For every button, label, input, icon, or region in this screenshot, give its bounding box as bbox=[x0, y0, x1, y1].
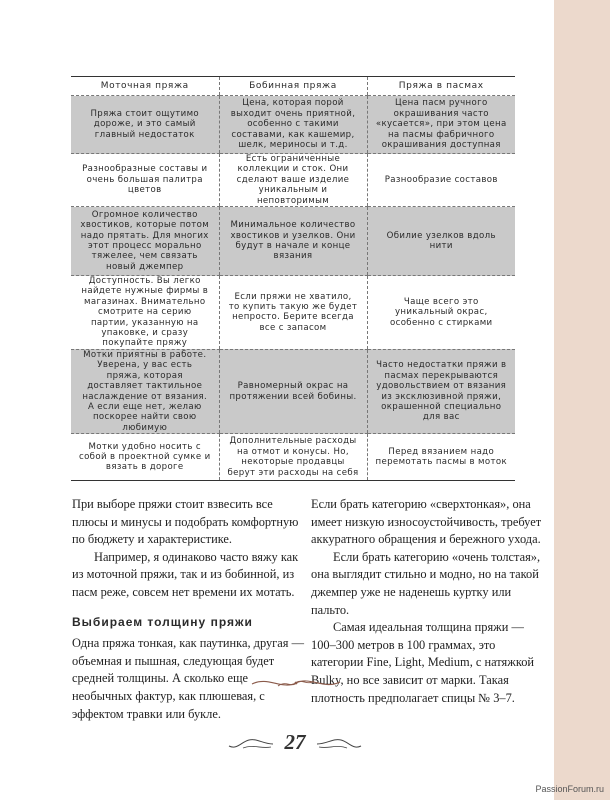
table-cell: Перед вязанием надо перемотать пасмы в моток bbox=[367, 434, 515, 481]
right-flourish-icon bbox=[315, 728, 365, 758]
table-cell: Цена пасм ручного окрашивания часто «кусается», при этом цена на пасмы фабричного окрашивания доступная bbox=[367, 96, 515, 154]
table-row bbox=[71, 434, 515, 481]
header-cone-yarn: Бобинная пряжа bbox=[219, 77, 367, 96]
paragraph: Самая идеальная толщина пряжи — 100–300 метров в 100 граммах, это категории Fine, Light, Medium, с натяжкой Bulky, но все зависит от марки. Такая плотность предполагает спицы № 3–7. bbox=[311, 620, 535, 705]
header-skein-yarn: Моточная пряжа bbox=[71, 77, 219, 96]
table-header-row bbox=[71, 77, 515, 96]
table-row bbox=[71, 276, 515, 350]
table-row bbox=[71, 96, 515, 154]
paragraph: При выборе пряжи стоит взвесить все плюсы и минусы и подобрать комфортную по бюджету и характеристике. bbox=[72, 497, 299, 547]
right-text-column bbox=[311, 496, 549, 707]
table-cell: Мотки удобно носить с собой в проектной сумке и вязать в дороге bbox=[79, 441, 211, 473]
table-cell: Огромное количество хвостиков, которые потом надо прятать. Для многих этот процесс морально тяжелее, чем связать новый джемпер bbox=[71, 207, 219, 276]
table-cell: Мотки приятны в работе. Уверена, у вас есть пряжа, которая доставляет тактильное наслаждение от вязания. А если еще нет, желаю поскорее найти свою любимую bbox=[71, 349, 219, 433]
table-cell: Есть ограниченные коллекции и сток. Они сделают ваше изделие уникальным и неповторимым bbox=[219, 154, 367, 207]
page-number: 27 bbox=[284, 730, 306, 754]
header-hank-yarn: Пряжа в пасмах bbox=[367, 77, 515, 96]
table-cell: Пряжа стоит ощутимо дороже, и это самый главный недостаток bbox=[71, 96, 219, 154]
site-watermark: PassionForum.ru bbox=[535, 784, 604, 794]
table-cell: Цена, которая порой выходит очень приятной, особенно с такими составами, как кашемир, шелк, мериносы и т.д. bbox=[219, 96, 367, 154]
section-heading: Выбираем толщину пряжи bbox=[72, 614, 253, 629]
page-edge-strip bbox=[554, 0, 610, 800]
table-cell: Доступность. Вы легко найдете нужные фирмы в магазинах. Внимательно смотрите на серию партии, указанную на упаковке, и сразу покупайте пряжу bbox=[71, 276, 219, 350]
paragraph: Если брать категорию «очень толстая», она выглядит стильно и модно, но на такой джемпер уже не наденешь куртку или пальто. bbox=[311, 549, 541, 617]
table-cell: Часто недостатки пряжи в пасмах перекрываются удовольствием от вязания из эксклюзивной пряжи, окрашенной специально для вас bbox=[367, 349, 515, 433]
table-row bbox=[71, 349, 515, 433]
table-row bbox=[71, 207, 515, 276]
table-cell: Разнообразие составов bbox=[367, 154, 515, 207]
paragraph: Например, я одинаково часто вяжу как из моточной пряжи, так и из бобинной, из пасм реже, совсем нет времени их мотать. bbox=[72, 549, 299, 599]
paragraph: Если брать категорию «сверхтонкая», она имеет низкую износоустойчивость, требует аккуратного обращения и бережного ухода. bbox=[311, 497, 542, 547]
table-cell: Чаще всего это уникальный окрас, особенно с стирками bbox=[367, 276, 515, 350]
yarn-comparison-table bbox=[71, 76, 515, 481]
paragraph: Одна пряжа тонкая, как паутинка, другая — объемная и пышная, следующая будет средней толщины. А сколько еще необычных фактур, как плюшевая, с эффектом травки или букле. bbox=[72, 636, 304, 721]
page-footer bbox=[225, 728, 365, 758]
table-cell: Разнообразные составы и очень большая палитра цветов bbox=[71, 154, 219, 207]
table-cell: Равномерный окрас на протяжении всей бобины. bbox=[219, 349, 367, 433]
table-row bbox=[71, 154, 515, 207]
table-cell: Дополнительные расходы на отмот и конусы. Но, некоторые продавцы берут эти расходы на себя bbox=[219, 434, 367, 481]
table-cell: Если пряжи не хватило, то купить такую же будет непросто. Берите всегда все с запасом bbox=[219, 276, 367, 350]
table-cell: Обилие узелков вдоль нити bbox=[367, 207, 515, 276]
flourish-ornament-icon bbox=[248, 674, 344, 692]
table-cell: Минимальное количество хвостиков и узелков. Они будут в начале и конце вязания bbox=[219, 207, 367, 276]
